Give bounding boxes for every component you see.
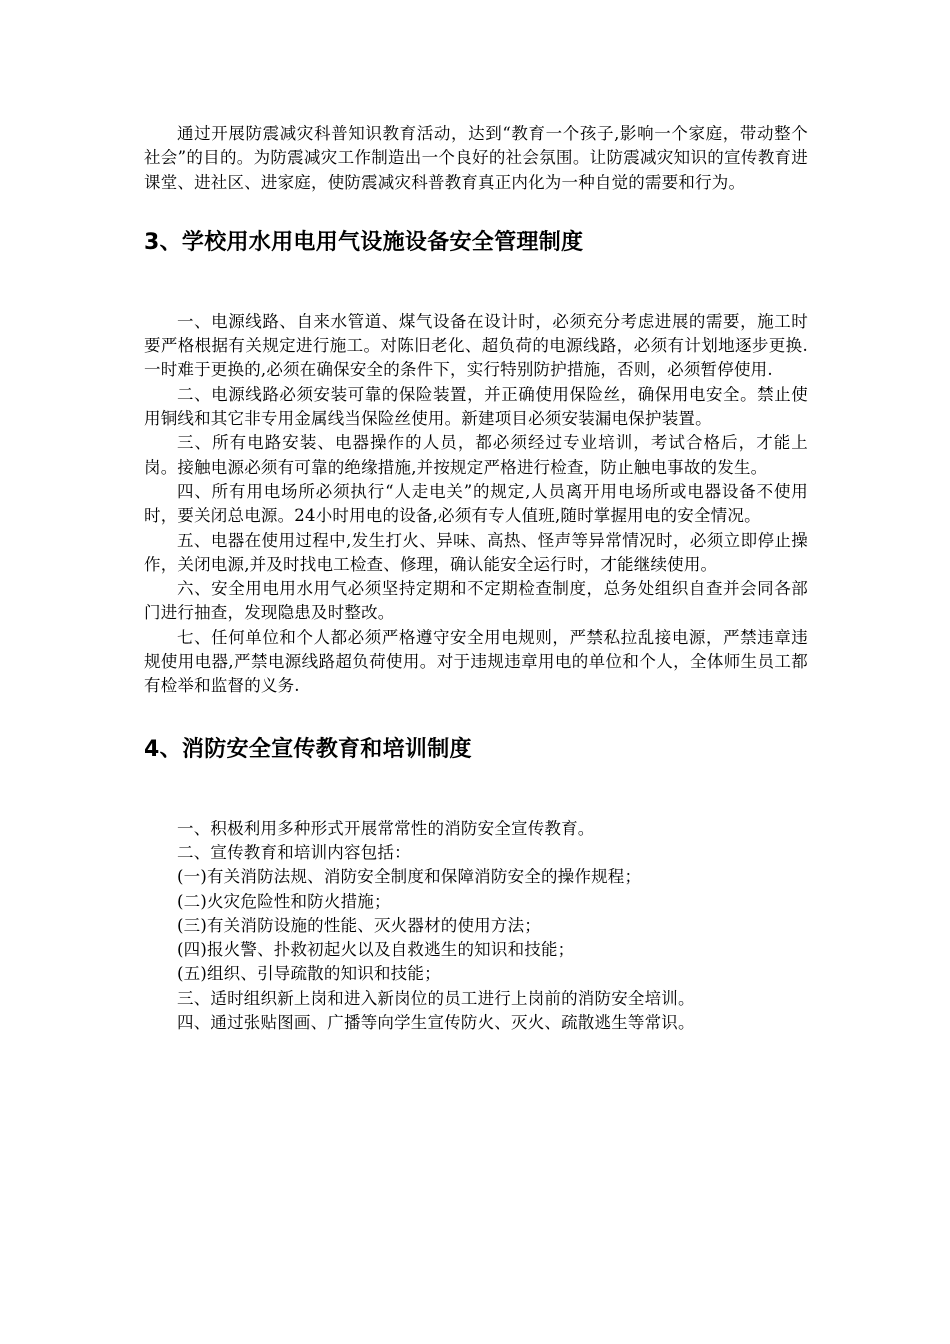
section-4-line: 三、适时组织新上岗和进入新岗位的员工进行上岗前的消防安全培训。 [177,988,695,1008]
intro-paragraph: 通过开展防震减灾科普知识教育活动，达到“教育一个孩子,影响一个家庭，带动整个社会”的目的。为防震减灾工作制造出一个良好的社会氛围。让防震减灾知识的宣传教育进课堂、进社区、进家庭，使防震减灾科普教育真正内化为一种自觉的需要和行为。 [144,124,808,192]
section-4-line: (二)火灾危险性和防火措施； [177,891,391,911]
section-3-paragraph: 四、所有用电场所必须执行“人走电关”的规定,人员离开用电场所或电器设备不使用时，要关闭总电源。24小时用电的设备,必须有专人值班,随时掌握用电的安全情况。 [144,481,808,526]
section-4-line: 四、通过张贴图画、广播等向学生宣传防火、灭火、疏散逃生等常识。 [177,1013,695,1033]
section-3-paragraph: 三、所有电路安装、电器操作的人员，都必须经过专业培训，考试合格后，才能上岗。接触电源必须有可靠的绝缘措施,并按规定严格进行检查，防止触电事故的发生。 [144,433,808,477]
section-3-body [144,310,808,699]
section-4-line: (四)报火警、扑救初起火以及自救逃生的知识和技能； [177,940,575,960]
section-3-paragraph: 五、电器在使用过程中,发生打火、异味、高热、怪声等异常情况时，必须立即停止操作，关闭电源,并及时找电工检查、修理，确认能安全运行时，才能继续使用。 [144,530,808,574]
section-4-heading: 4、消防安全宣传教育和培训制度 [144,736,472,762]
section-4-line: 二、宣传教育和培训内容包括： [177,842,411,862]
section-4-line: (五)组织、引导疏散的知识和技能； [177,964,441,984]
section-3-paragraph: 七、任何单位和个人都必须严格遵守安全用电规则，严禁私拉乱接电源，严禁违章违规使用电器,严禁电源线路超负荷使用。对于违规违章用电的单位和个人，全体师生员工都有检举和监督的义务. [144,627,808,696]
section-3-paragraph: 六、安全用电用水用气必须坚持定期和不定期检查制度，总务处组织自查并会同各部门进行抽查，发现隐患及时整改。 [144,579,808,623]
section-4-line: (一)有关消防法规、消防安全制度和保障消防安全的操作规程； [177,867,642,887]
section-4-body [144,817,808,1036]
section-3-paragraph: 二、电源线路必须安装可靠的保险装置，并正确使用保险丝，确保用电安全。禁止使用铜线和其它非专用金属线当保险丝使用。新建项目必须安装漏电保护装置。 [144,384,808,429]
document-page [144,122,808,1035]
section-3-paragraph: 一、电源线路、自来水管道、煤气设备在设计时，必须充分考虑进展的需要，施工时要严格根据有关规定进行施工。对陈旧老化、超负荷的电源线路，必须有计划地逐步更换.一时难于更换的,必须在确保安全的条件下，实行特别防护措施，否则，必须暂停使用. [144,311,808,380]
section-4-line: (三)有关消防设施的性能、灭火器材的使用方法； [177,915,541,935]
section-3-heading: 3、学校用水用电用气设施设备安全管理制度 [144,229,584,255]
section-4-line: 一、积极利用多种形式开展常常性的消防安全宣传教育。 [177,818,595,838]
